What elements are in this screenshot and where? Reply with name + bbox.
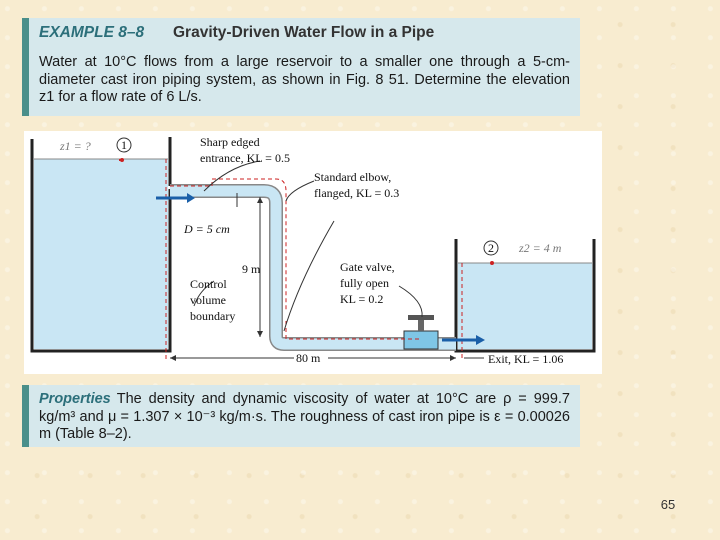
example-header — [39, 24, 570, 48]
gate-valve-line3: KL = 0.2 — [340, 292, 384, 306]
elbow-line2: flanged, KL = 0.3 — [314, 186, 400, 200]
properties-paragraph — [39, 391, 570, 444]
gate-valve-body — [404, 331, 438, 349]
point1-label: 1 — [121, 138, 127, 152]
gate-valve-stem — [418, 319, 424, 331]
point2-marker — [490, 261, 494, 265]
pipe-flow-figure — [24, 131, 602, 374]
diameter-label: D = 5 cm — [184, 222, 230, 236]
gate-valve-line2: fully open — [340, 276, 389, 290]
sharp-entrance-line2: entrance, KL = 0.5 — [200, 151, 290, 165]
properties-body: The density and dynamic viscosity of water at 10°C are ρ = 999.7 kg/m³ and μ = 1.307 × 10⁻³ kg/m·s. The roughness of cast iron pipe is ε = 0.00026 m (Table 8–2). — [39, 391, 570, 442]
page-number: 65 — [660, 497, 676, 512]
sharp-entrance-line1: Sharp edged — [200, 135, 260, 149]
example-accent-bar — [22, 18, 29, 116]
length-label: 80 m — [296, 351, 321, 365]
height-label: 9 m — [242, 262, 261, 276]
figure-diagram — [24, 131, 602, 374]
example-title: Gravity-Driven Water Flow in a Pipe — [173, 24, 435, 41]
example-label: EXAMPLE 8–8 — [39, 24, 145, 41]
point2-label: 2 — [488, 241, 494, 255]
exit-label: Exit, KL = 1.06 — [488, 352, 564, 366]
z1-label: z1 = ? — [60, 139, 91, 153]
lower-reservoir-water — [458, 263, 592, 349]
elbow-line1: Standard elbow, — [314, 170, 392, 184]
upper-reservoir-water — [34, 159, 168, 349]
properties-label: Properties — [39, 391, 111, 407]
control-volume-line3: boundary — [190, 309, 236, 323]
point1-marker — [120, 158, 124, 162]
example-body: Water at 10°C flows from a large reservoir to a smaller one through a 5-cm-diameter cast iron piping system, as shown in Fig. 8 51. Determine the elevation z1 for a flow rate of 6 L/s. — [39, 54, 570, 105]
gate-valve-handle — [408, 315, 434, 320]
gate-valve-line1: Gate valve, — [340, 260, 395, 274]
control-volume-line2: volume — [190, 293, 226, 307]
z2-label: z2 = 4 m — [519, 241, 562, 255]
properties-box — [29, 385, 580, 447]
control-volume-line1: Control — [190, 277, 227, 291]
example-box — [29, 18, 580, 116]
properties-accent-bar — [22, 385, 29, 447]
